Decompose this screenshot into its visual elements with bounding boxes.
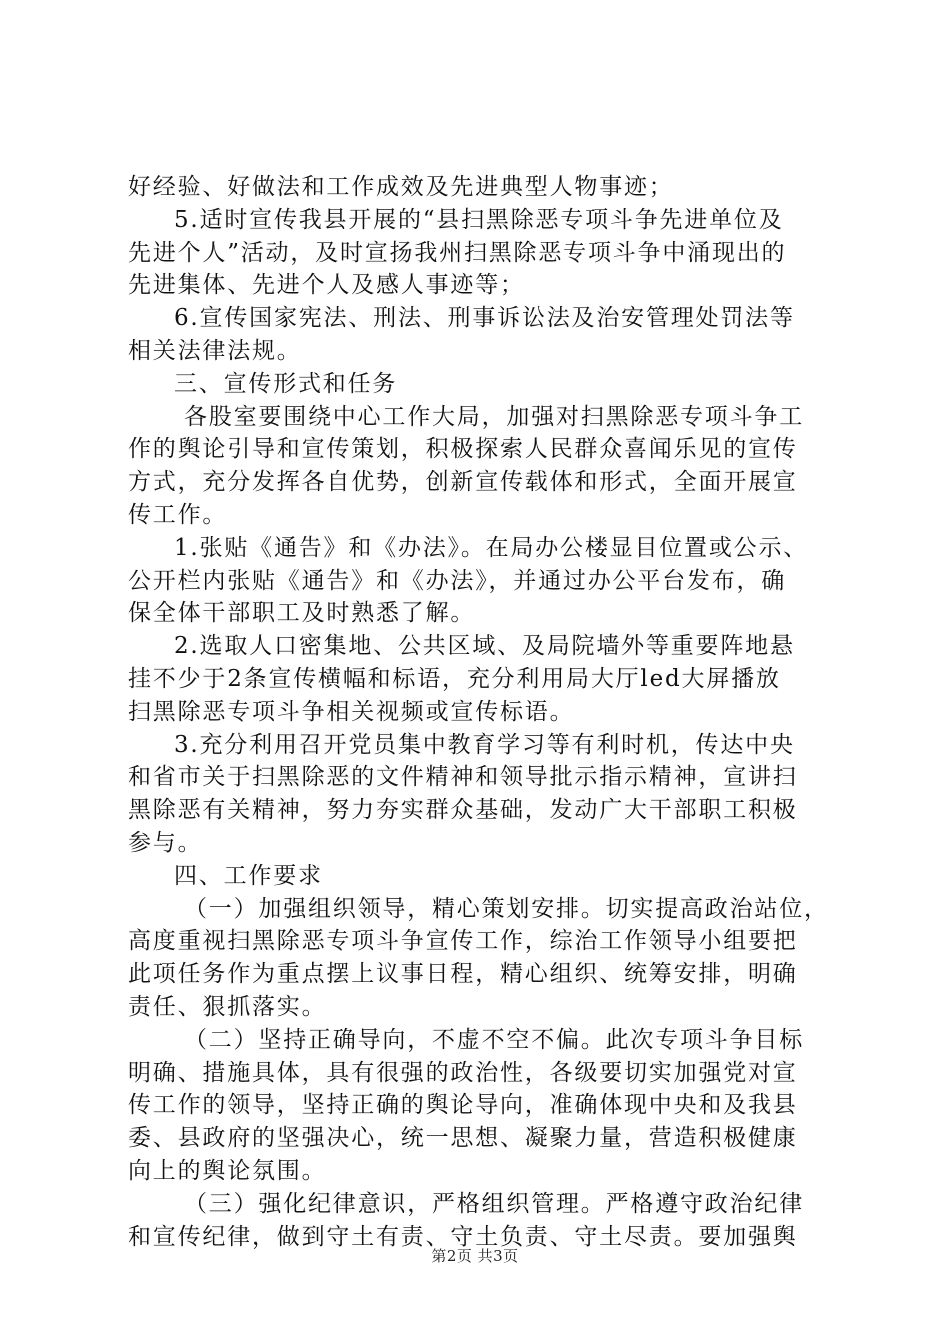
text-line: 先进个人”活动，及时宣扬我州扫黑除恶专项斗争中涌现出的	[128, 239, 787, 266]
text-line: 向上的舆论氛围。	[128, 1157, 327, 1184]
text-line: 和省市关于扫黑除恶的文件精神和领导批示指示精神，宣讲扫	[128, 764, 798, 791]
text-line: 5.适时宣传我县开展的“县扫黑除恶专项斗争先进单位及	[174, 206, 784, 233]
text-line: 方式，充分发挥各自优势，创新宣传载体和形式，全面开展宣	[128, 469, 798, 496]
text-line: （三）强化纪律意识，严格组织管理。严格遵守政治纪律	[184, 1190, 804, 1217]
page-footer: 第2页 共3页	[431, 1247, 519, 1265]
text-line: 高度重视扫黑除恶专项斗争宣传工作，综治工作领导小组要把	[128, 928, 798, 955]
text-line: 责任、狠抓落实。	[128, 993, 327, 1020]
text-line: 四、工作要求	[174, 862, 323, 889]
text-line: 参与。	[128, 829, 203, 856]
text-line: 传工作。	[128, 501, 228, 528]
text-line: 和宣传纪律，做到守土有责、守土负责、守土尽责。要加强舆	[128, 1223, 798, 1250]
text-line: 2.选取人口密集地、公共区域、及局院墙外等重要阵地悬	[174, 633, 795, 660]
text-line: 作的舆论引导和宣传策划，积极探索人民群众喜闻乐见的宣传	[128, 436, 798, 463]
text-line: 挂不少于2条宣传横幅和标语，充分利用局大厅led大屏播放	[128, 665, 781, 692]
text-line: 各股室要围绕中心工作大局，加强对扫黑除恶专项斗争工	[184, 403, 804, 430]
text-line: 1.张贴《通告》和《办法》。在局办公楼显目位置或公示、	[174, 534, 809, 561]
text-line: 传工作的领导，坚持正确的舆论导向，准确体现中央和及我县	[128, 1092, 798, 1119]
text-line: 扫黑除恶专项斗争相关视频或宣传标语。	[128, 698, 575, 725]
text-line: 6.宣传国家宪法、刑法、刑事诉讼法及治安管理处罚法等	[174, 305, 795, 332]
text-line: 黑除恶有关精神，努力夯实群众基础，发动广大干部职工积极	[128, 797, 798, 824]
text-line: （一）加强组织领导，精心策划安排。切实提高政治站位，	[184, 895, 829, 922]
text-line: 3.充分利用召开党员集中教育学习等有利时机，传达中央	[174, 731, 795, 758]
text-line: 委、县政府的坚强决心，统一思想、凝聚力量，营造积极健康	[128, 1125, 798, 1152]
text-line: 好经验、好做法和工作成效及先进典型人物事迹；	[128, 174, 674, 200]
text-line: 保全体干部职工及时熟悉了解。	[128, 600, 476, 627]
document-body	[128, 171, 828, 1253]
text-line: 先进集体、先进个人及感人事迹等；	[128, 272, 525, 299]
text-line: 三、宣传形式和任务	[174, 370, 398, 397]
text-line: 公开栏内张贴《通告》和《办法》，并通过办公平台发布，确	[128, 567, 787, 594]
text-line: 明确、措施具体，具有很强的政治性，各级要切实加强党对宣	[128, 1059, 798, 1086]
text-line: （二）坚持正确导向，不虚不空不偏。此次专项斗争目标	[184, 1026, 804, 1053]
text-line: 此项任务作为重点摆上议事日程，精心组织、统筹安排，明确	[128, 961, 798, 988]
text-line: 相关法律法规。	[128, 337, 302, 364]
